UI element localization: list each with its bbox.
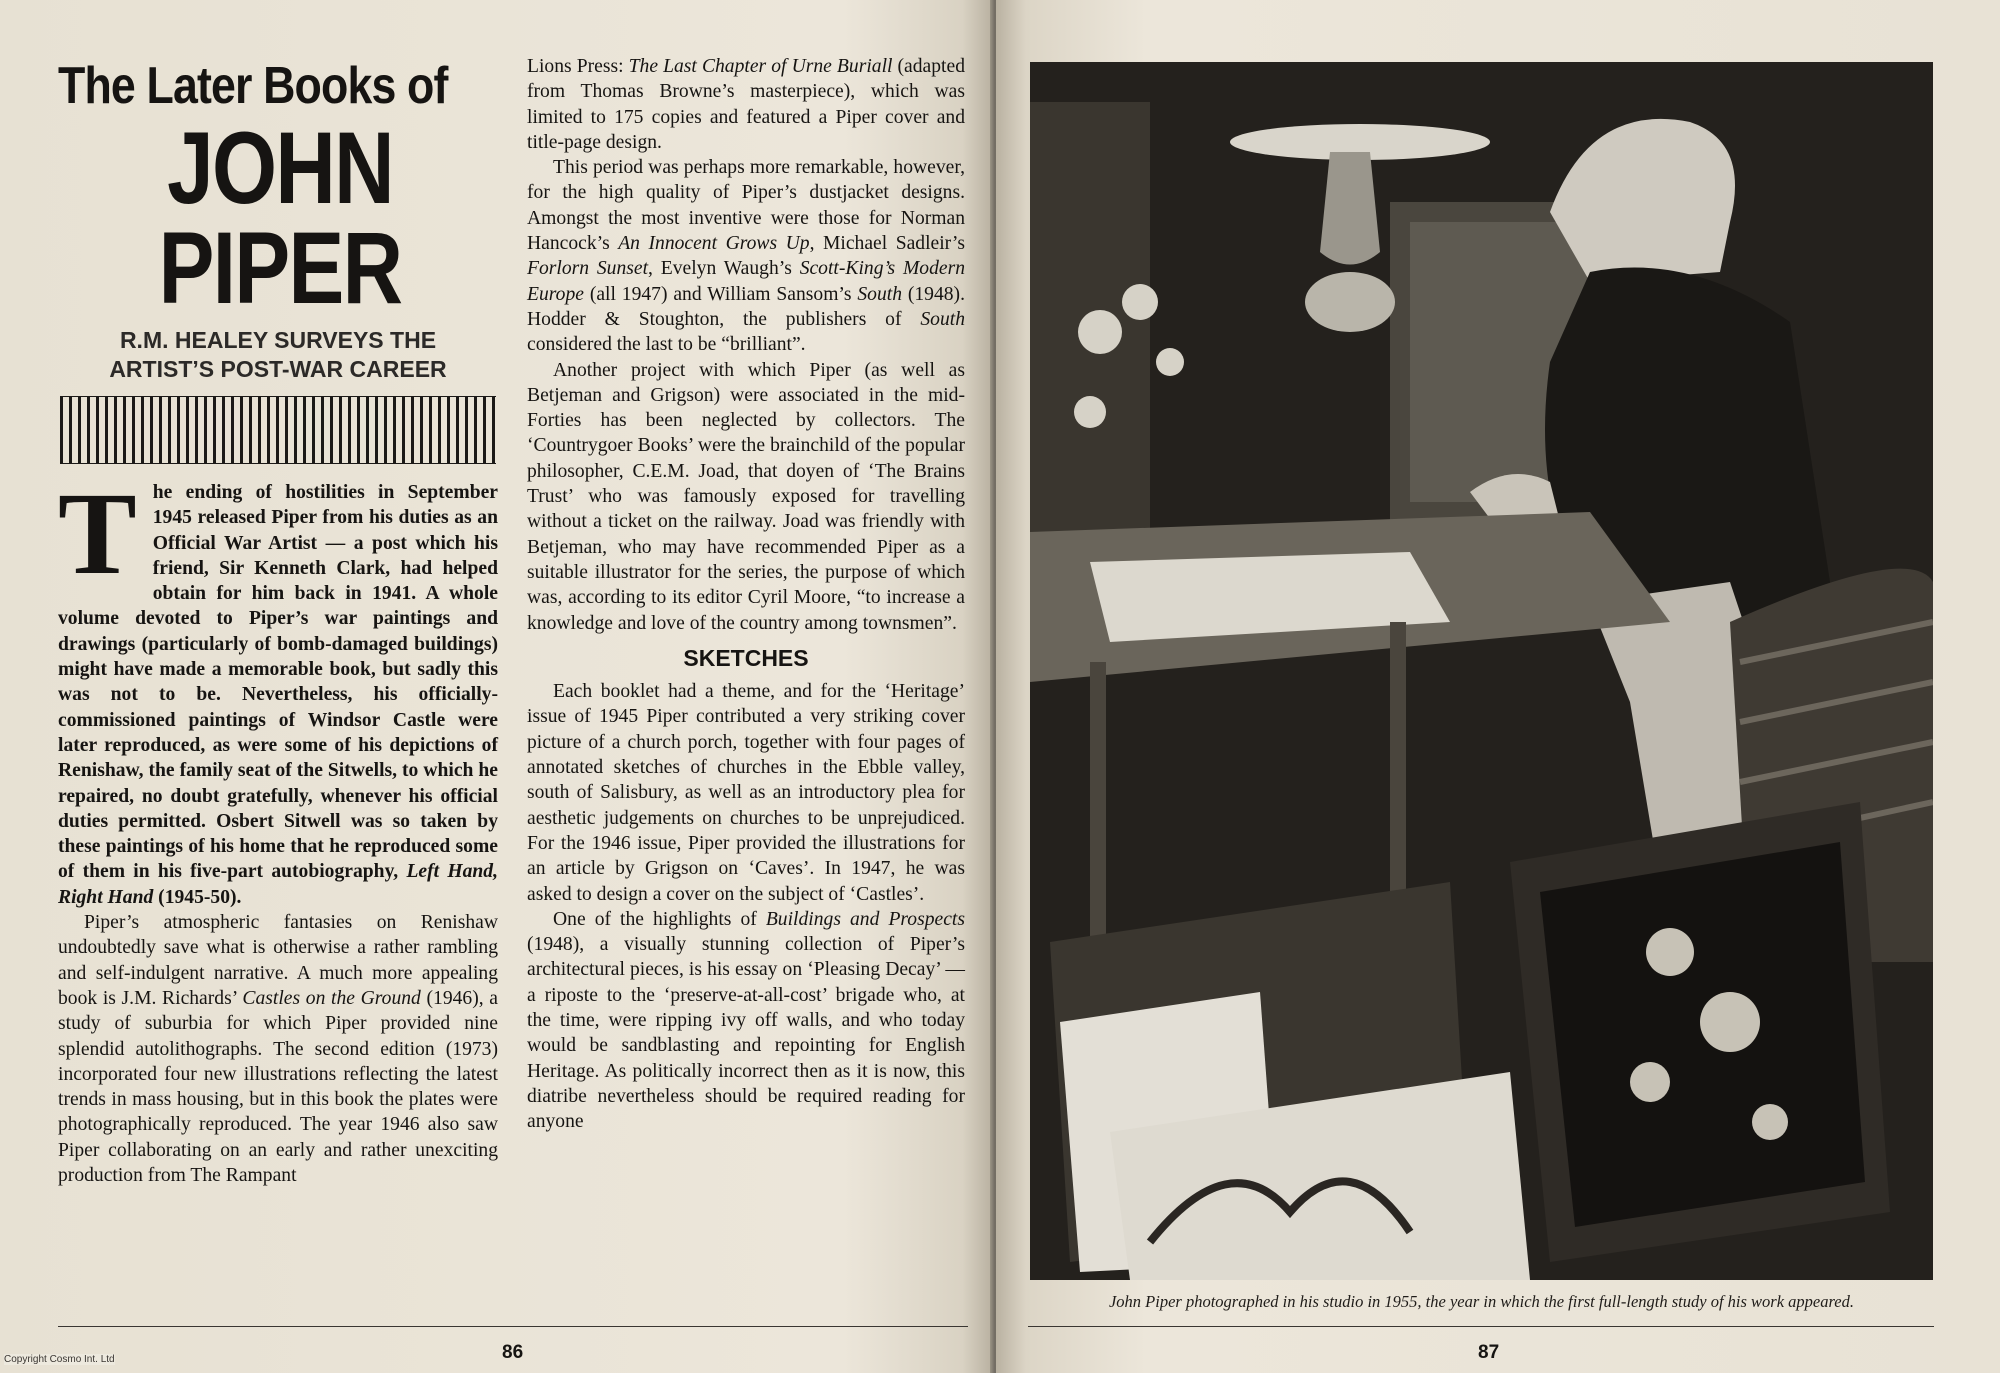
paragraph-text: Lions Press: [527,56,629,77]
photo-illustration [1030,62,1933,1280]
subheading [58,326,498,384]
subheading-line-2: ARTIST’S POST-WAR CAREER [109,356,447,382]
paragraph-text: (1946), a study of suburbia for which Piper provided nine splendid autolithographs. The second edition (1973) incorporated four new illustrations reflecting the latest trends in mass housing, but in this book the plates were photographically reproduced. The year 1946 also saw Piper collaborating on an early and rather unexciting production from The Rampant [58,987,498,1187]
paragraph-text: Piper’s atmospheric fantasies on Renishaw undoubtedly save what is otherwise a rather rambling and self-indulgent narrative. A much more appealing book is J.M. Richards’ [58,912,498,1009]
intro-text: he ending of hostilities in September 1945 released Piper from his duties as an Official War Artist — a post which his friend, Sir Kenneth Clark, had helped obtain for him back in 1941. A whole volume devoted to Piper’s war paintings and drawings (particularly of bomb-damaged buildings) might have made a memorable book, but sadly this was not to be. Nevertheless, his officially-commissioned paintings of Windsor Castle were later reproduced, as were some of his depictions of Renishaw, the family seat of the Sitwells, to which he repaired, no doubt gratefully, whenever his official duties permitted. Osbert Sitwell was so taken by these paintings of his home that he reproduced some of them in his five-part autobiography, [58,482,498,883]
page-number-right: 87 [1478,1342,1500,1363]
decorative-stripes [60,396,496,464]
drop-cap: T [58,468,137,599]
headline-name-line-2: PIPER [158,211,402,325]
book-title: South [857,283,902,305]
paragraph-text: (adapted from Thomas Browne’s masterpiece), which was limited to 175 copies and featured a Piper cover and title-page design. [527,56,965,153]
book-title: Scott-King’s Modern Europe [527,258,965,305]
paragraph-countrygoer: Another project with which Piper (as well as Betjeman and Grigson) were associated in the mid-Forties has been neglected by collectors. The ‘Countrygoer Books’ were the brainchild of the popular philosopher, C.E.M. Joad, that doyen of ‘The Brains Trust’ who was famously exposed for travelling without a ticket on the railway. Joad was friendly with Betjeman, who may have recommended Piper as a suitable illustrator for the series, the purpose of which was, according to its editor Cyril Moore, “to increase a knowledge and love of the country among townsmen”. [527,359,965,634]
book-title-castles-on-the-ground: Castles on the Ground [242,987,421,1009]
paragraph-text: One of the highlights of [553,908,766,930]
paragraph-text: , Evelyn Waugh’s [648,258,800,280]
intro-text-end: (1945-50). [153,886,242,908]
painting-canvas [1540,842,1865,1227]
headline-kicker: The Later Books of [58,57,448,115]
lamp-base [1305,272,1395,332]
headline-name [60,111,500,325]
left-article-column [58,468,498,1188]
book-title: South [920,308,965,330]
book-title-urne-buriall: The Last Chapter of Urne Buriall [628,56,893,77]
book-title: Buildings and Prospects [765,908,965,930]
paragraph-lions-press [527,54,965,155]
paragraph-renishaw [58,910,498,1188]
paragraph-text: (all 1947) and William Sansom’s [583,283,858,305]
paragraph-text: (1948), a visually stunning collection of Piper’s architectural pieces, is his essay on ‘Pleasing Decay’ — a riposte to the ‘preserve-at-all-cost’ brigade who, at the time, were ripping ivy off walls, and who today would be sandblasting and repointing for English Heritage. As politically incorrect then as it is now, this diatribe nevertheless should be required reading for anyone [527,934,965,1133]
headline-name-line-1: JOHN [167,111,393,225]
paragraph-text: , Michael Sadleir’s [809,233,965,255]
book-title: Forlorn Sunset [527,258,649,280]
left-page [0,0,992,1373]
footer-rule-right [1028,1326,1934,1327]
copyright-notice: Copyright Cosmo Int. Ltd [4,1354,115,1365]
paragraph-text: considered the last to be “brilliant”. [527,334,806,356]
photo-caption: John Piper photographed in his studio in 1955, the year in which the first full-length study of his work appeared. [1108,1292,1855,1311]
lamp-chimney [1320,152,1380,265]
paragraph-text: This period was perhaps more remarkable, however, for the high quality of Piper’s dustjacket designs. Amongst the most inventive were those for Norman Hancock’s [527,157,965,255]
paragraph-booklets: Each booklet had a theme, and for the ‘Heritage’ issue of 1945 Piper contributed a very striking cover picture of a church porch, together with four pages of annotated sketches of churches in the Ebble valley, south of Salisbury, as well as an introductory plea for aesthetic judgements on churches to be unprejudiced. For the 1946 issue, Piper provided the illustrations for an article by Grigson on ‘Caves’. In 1947, he was asked to design a cover on the subject of ‘Castles’. [527,681,965,905]
book-title-left-hand-right-hand: Left Hand, Right Hand [58,861,498,908]
book-title: An Innocent Grows Up [618,233,810,255]
footer-rule-left [58,1326,968,1327]
intro-paragraph [58,468,498,910]
paragraph-pleasing-decay [527,907,965,1135]
studio-photograph [1030,62,1933,1280]
subheading-line-1: R.M. HEALEY SURVEYS THE [119,327,437,353]
paragraph-text: (1948). Hodder & Stoughton, the publishers of [527,283,965,330]
paragraph-dustjackets [527,155,965,357]
right-article-column [527,54,965,1134]
page-number-left: 86 [502,1342,524,1363]
section-heading-sketches: SKETCHES [683,644,809,671]
